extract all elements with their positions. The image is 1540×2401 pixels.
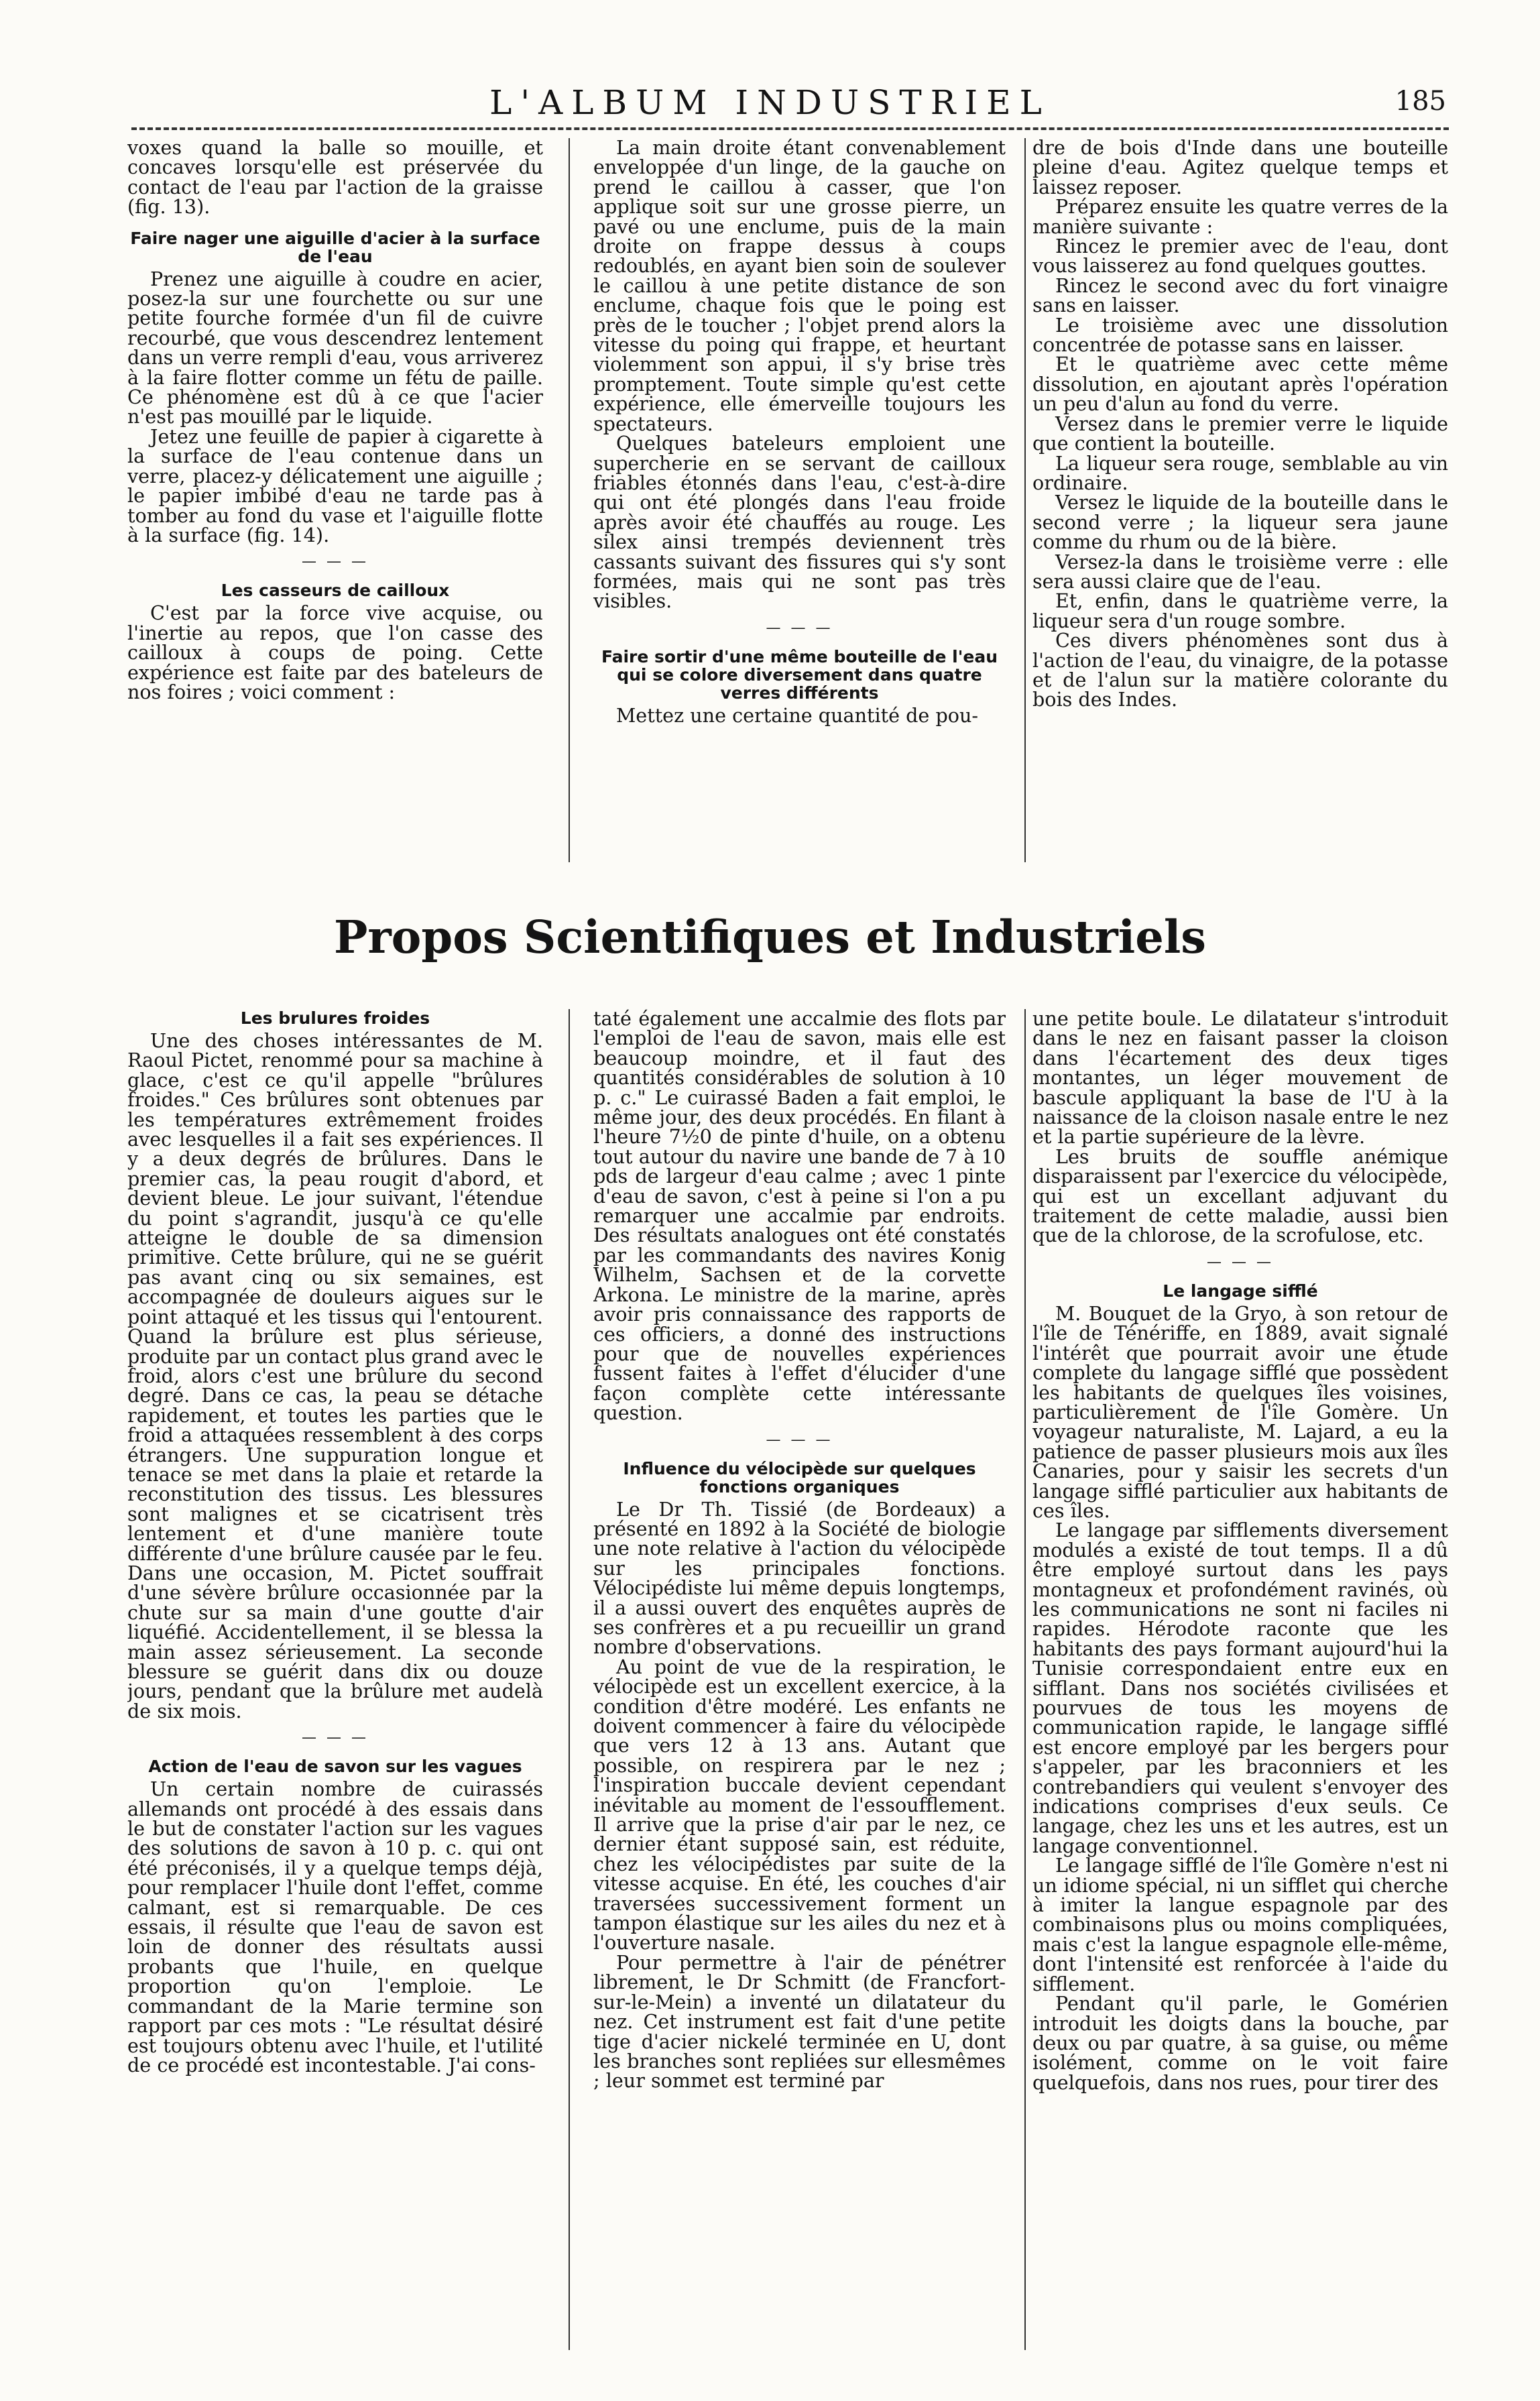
- paragraph: Au point de vue de la respiration, le vélocipède est un excellent exercice, à la condition d'être modéré. Les enfants ne doivent commencer à faire du vélocipède que vers 12 à 13 ans. Autant que possible, on respirera par le nez ; l'inspiration buccale devient cependant inévitable au moment de l'essoufflement. Il arrive que la prise d'air par le nez, ce dernier étant supposé sain, est réduite, chez les vélocipédistes par suite de la vitesse acquise. En été, les couches d'air traversées successivement forment un tampon élastique sur les ailes du nez et à l'ouverture nasale.: [593, 1655, 1006, 1954]
- paragraph: Préparez ensuite les quatre verres de la manière suivante :: [1032, 195, 1448, 238]
- header-rule: [131, 127, 1449, 130]
- paragraph: Quelques bateleurs emploient une supercherie en se servant de cailloux friables étonnés dans l'eau, c'est-à-dire qui ont été plongés dans l'eau froide après avoir été chauffés au rouge. Les silex ainsi trempés deviennent très cassants suivant des fissures qui s'y sont formées, mais qui ne sont pas très visibles.: [593, 432, 1006, 613]
- paragraph: Une des choses intéressantes de M. Raoul Pictet, renommé pour sa machine à glace, c'est ce qu'il appelle "brûlures froides." Ces brûlures sont obtenues par les températures extrêmement froides avec lesquelles il a fait ses expériences. Il y a deux degrés de brûlures. Dans le premier cas, la peau rougit d'abord, et devient bleue. Le jour suivant, l'étendue du point s'agrandit, jusqu'à ce qu'elle atteigne le double de sa dimension primitive. Cette brûlure, qui ne se guérit pas avant cinq ou six semaines, est accompagnée de douleurs aigues sur le point attaqué et les tissus qui l'entourent. Quand la brûlure est plus sérieuse, produite par un contact plus grand avec le froid, alors c'est une brûlure du second degré. Dans ce cas, la peau se détache rapidement, et toutes les parties que le froid a attaquées ressemblent à des corps étrangers. Une suppuration longue et tenace se met dans la plaie et retarde la reconstitution des tissus. Les blessures sont malignes et se cicatrisent très lentement et d'une manière toute différente d'une brûlure causée par le feu. Dans une occasion, M. Pictet souffrait d'une sévère brûlure occasionnée par la chute sur sa main d'une goutte d'air liquéfié. Accidentellement, il se blessa la main assez sérieusement. La seconde blessure se guérit dans dix ou douze jours, pendant que la brûlure met audelà de six mois.: [127, 1029, 543, 1722]
- paragraph: Rincez le second avec du fort vinaigre sans en laisser.: [1032, 274, 1448, 317]
- paragraph: Jetez une feuille de papier à cigarette à la surface de l'eau contenue dans un verre, placez-y délicatement une aiguille ; le papier imbibé d'eau ne tarde pas à tomber au fond du vase et l'aiguille flotte à la surface (fig. 14).: [127, 424, 543, 546]
- article-heading: Le langage sifflé: [1163, 1281, 1318, 1301]
- separator: — — —: [766, 619, 833, 636]
- paragraph: Un certain nombre de cuirassés allemands ont procédé à des essais dans le but de constater l'action sur les vagues des solutions de savon à 10 p. c. qui ont été préconisés, il y a quelque temps déjà, pour remplacer l'huile dont l'effet, comme calmant, est si remarquable. De ces essais, il résulte que l'eau de savon est loin de donner des résultats aussi probants que l'huile, en quelque proportion qu'on l'emploie. Le commandant de la Marie termine son rapport par ces mots : "Le résultat désiré est toujours obtenu avec l'huile, et l'utilité de ce procédé est incontestable. J'ai cons-: [127, 1777, 543, 2076]
- paragraph: Versez-la dans le troisième verre : elle sera aussi claire que de l'eau.: [1032, 550, 1448, 593]
- page-number: 185: [1395, 86, 1446, 117]
- paragraph: dre de bois d'Inde dans une bouteille pleine d'eau. Agitez quelque temps et laissez reposer.: [1032, 138, 1448, 198]
- separator: — — —: [766, 1431, 833, 1448]
- paragraph: M. Bouquet de la Gryo, à son retour de l'île de Ténériffe, en 1889, avait signalé l'intérêt que pourrait avoir une étude complete du langage sifflé que possèdent les habitants de quelques îles voisines, particulièrement de l'île Gomère. Un voyageur naturaliste, M. Lajard, a eu la patience de passer plusieurs mois aux îles Canaries, pour y saisir les secrets d'un langage sifflé particulier aux habitants de ces îles.: [1032, 1301, 1448, 1522]
- paragraph: Le Dr Th. Tissié (de Bordeaux) a présenté en 1892 à la Société de biologie une note relative à l'action du vélocipède sur les principales fonctions. Vélocipédiste lui même depuis longtemps, il a aussi ouvert des enquêtes auprès de ses confrères et a pu recueillir un grand nombre d'observations.: [593, 1497, 1006, 1659]
- paragraph: voxes quand la balle so mouille, et concaves lorsqu'elle est préservée du contact de l'eau par l'action de la graisse (fig. 13).: [127, 138, 543, 219]
- section-title: Propos Scientifiques et Industriels: [333, 911, 1206, 963]
- paragraph: Mettez une certaine quantité de pou-: [616, 703, 979, 727]
- paragraph: Les bruits de souffle anémique disparaissent par l'exercice du vélocipède, qui est un excellant adjuvant du traitement de cette maladie, aussi bien que de la chlorose, de la scrofulose, etc.: [1032, 1145, 1448, 1247]
- top-column-3: [1032, 138, 1448, 889]
- paragraph: Ces divers phénomènes sont dus à l'action de l'eau, du vinaigre, de la potasse et de l'alun sur la matière colorante du bois des Indes.: [1032, 629, 1448, 711]
- separator: — — —: [302, 553, 369, 571]
- paragraph: La liqueur sera rouge, semblable au vin ordinaire.: [1032, 451, 1448, 494]
- paragraph: Pendant qu'il parle, le Gomérien introduit les doigts dans la bouche, par deux ou par quatre, à sa guise, ou même isolément, comme on le voit faire quelquefois, dans nos rues, pour tirer des: [1032, 1992, 1448, 2094]
- article-heading: Action de l'eau de savon sur les vagues: [148, 1757, 522, 1777]
- separator: — — —: [302, 1729, 369, 1747]
- article-heading: Les casseurs de cailloux: [221, 581, 450, 601]
- paragraph: Versez le liquide de la bouteille dans le second verre ; la liqueur sera jaune comme du rhum ou de la bière.: [1032, 491, 1448, 554]
- paragraph: Le langage sifflé de l'île Gomère n'est ni un idiome spécial, ni un sifflet qui cherche à imiter la langue espagnole par des combinaisons plus ou moins compliquées, mais c'est la langue espagnole elle-même, dont l'intensité est renforcée à l'aide du sifflement.: [1032, 1854, 1448, 1995]
- bottom-column-1: [127, 1009, 543, 2357]
- running-header-title: L'ALBUM INDUSTRIEL: [489, 83, 1051, 122]
- article-heading: Faire sortir d'une même bouteille de l'eau qui se colore diversement dans quatre verres différents: [601, 646, 998, 703]
- column-divider: [1024, 138, 1026, 862]
- column-divider: [569, 138, 570, 862]
- bottom-column-2: [593, 1009, 1006, 2357]
- paragraph: taté également une accalmie des flots par l'emploi de l'eau de savon, mais elle est beaucoup moindre, et il faut des quantités considérables de solution à 10 p. c." Le cuirassé Baden a fait emploi, le même jour, des deux procédés. En filant à l'heure 7½0 de pinte d'huile, on a obtenu tout autour du navire une bande de 7 à 10 pds de largeur d'eau calme ; avec 1 pinte d'eau de savon, c'est à peine si l'on a pu remarquer une accalmie par endroits. Des résultats analogues ont été constatés par les commandants des navires Konig Wilhelm, Sachsen et de la corvette Arkona. Le ministre de la marine, après avoir pris connaissance des rapports de ces officiers, a donné des instructions pour que de nouvelles expériences fussent faites à l'effet d'élucider d'une façon complète cette intéressante question.: [593, 1009, 1006, 1425]
- paragraph: une petite boule. Le dilatateur s'introduit dans le nez en faisant passer la cloison dans l'écartement des deux tiges montantes, un léger mouvement de bascule appliquant la base de l'U à la naissance de la cloison nasale entre le nez et la partie supérieure de la lèvre.: [1032, 1009, 1448, 1149]
- paragraph: Et le quatrième avec cette même dissolution, en ajoutant après l'opération un peu d'alun au fond du verre.: [1032, 353, 1448, 416]
- paragraph: Prenez une aiguille à coudre en acier, posez-la sur une fourchette ou sur une petite fourche formée d'un fil de cuivre recourbé, que vous descendrez lentement dans un verre rempli d'eau, vous arriverez à la faire flotter comme un fétu de paille. Ce phénomène est dû à ce que l'acier n'est pas mouillé par le liquide.: [127, 267, 543, 428]
- paragraph: Le langage par sifflements diversement modulés a existé de tout temps. Il a dû être employé surtout dans les pays montagneux et profondément ravinés, où les communications ne sont ni faciles ni rapides. Hérodote raconte que les habitants des pays formant aujourd'hui la Tunisie correspondaient entre eux en sifflant. Dans nos sociétés civilisées et pourvues de tous les moyens de communication rapide, le langage sifflé est encore employé par les bergers pour s'appeler, par les braconniers et les contrebandiers qui veulent s'envoyer des indications comprises d'eux seuls. Ce langage, chez les uns et les autres, est un langage conventionnel.: [1032, 1519, 1448, 1857]
- paragraph: Rincez le premier avec de l'eau, dont vous laisserez au fond quelques gouttes.: [1032, 235, 1448, 278]
- paragraph: Et, enfin, dans le quatrième verre, la liqueur sera d'un rouge sombre.: [1032, 589, 1448, 632]
- separator: — — —: [1207, 1253, 1274, 1271]
- bottom-column-3: [1032, 1009, 1448, 2357]
- column-divider: [569, 1009, 570, 2350]
- top-column-1: [127, 138, 543, 889]
- article-heading: Faire nager une aiguille d'acier à la surface de l'eau: [130, 228, 540, 266]
- article-heading: Influence du vélocipède sur quelques fonctions organiques: [623, 1458, 976, 1497]
- paragraph: Le troisième avec une dissolution concentrée de potasse sans en laisser.: [1032, 313, 1448, 357]
- paragraph: C'est par la force vive acquise, ou l'inertie au repos, que l'on casse des cailloux à coups de poing. Cette expérience est faite par des bateleurs de nos foires ; voici comment :: [127, 601, 543, 703]
- paragraph: La main droite étant convenablement enveloppée d'un linge, de la gauche on prend le caillou à casser, que l'on applique soit sur une grosse pierre, un pavé ou une enclume, puis de la main droite on frappe dessus à coups redoublés, en ayant bien soin de soulever le caillou à une petite distance de son enclume, chaque fois que le poing est près de le toucher ; l'objet prend alors la vitesse du poing qui frappe, et heurtant violemment son appui, il s'y brise très promptement. Toute simple qu'est cette expérience, elle émerveille toujours les spectateurs.: [593, 138, 1006, 435]
- paragraph: Versez dans le premier verre le liquide que contient la bouteille.: [1032, 412, 1448, 455]
- article-heading: Les brulures froides: [240, 1009, 430, 1028]
- top-column-2: [593, 138, 1006, 889]
- column-divider: [1024, 1009, 1026, 2350]
- paragraph: Pour permettre à l'air de pénétrer librement, le Dr Schmitt (de Francfort-sur-le-Mein) a inventé un dilatateur du nez. Cet instrument est fait d'une petite tige d'acier nickelé terminée en U, dont les branches sont repliées sur ellesmêmes ; leur sommet est terminé par: [593, 1950, 1006, 2093]
